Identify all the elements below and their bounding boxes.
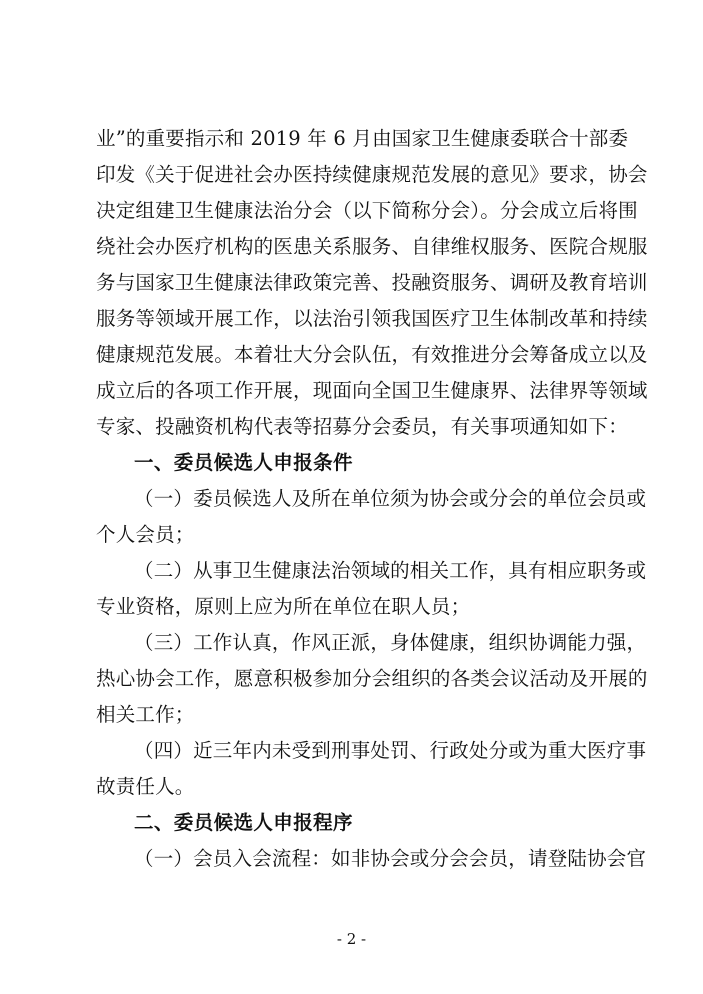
condition-1-line-1: （一）委员候选人及所在单位须为协会或分会的单位会员或 [134,487,647,510]
condition-3-line-2: 热心协会工作，愿意积极参加分会组织的各类会议活动及开展的 [96,667,648,690]
intro-line-1: 业”的重要指示和 2019 年 6 月由国家卫生健康委联合十部委 [96,127,629,150]
intro-line-8: 成立后的各项工作开展，现面向全国卫生健康界、法律界等领域 [96,379,648,402]
intro-line-7: 健康规范发展。本着壮大分会队伍，有效推进分会筹备成立以及 [96,343,648,366]
condition-3-line-3: 相关工作； [96,703,195,726]
condition-3-line-1: （三）工作认真，作风正派，身体健康，组织协调能力强， [134,631,647,654]
page-number: - 2 - [336,930,367,948]
intro-line-4: 绕社会办医疗机构的医患关系服务、自律维权服务、医院合规服 [96,235,648,258]
condition-1-line-2: 个人会员； [96,523,195,546]
section-heading-1: 一、委员候选人申报条件 [134,451,353,474]
intro-line-5: 务与国家卫生健康法律政策完善、投融资服务、调研及教育培训 [96,271,648,294]
condition-2-line-2: 专业资格，原则上应为所在单位在职人员； [96,595,471,618]
condition-2-line-1: （二）从事卫生健康法治领域的相关工作，具有相应职务或 [134,559,647,582]
condition-4-line-2: 故责任人。 [96,775,195,798]
intro-line-9: 专家、投融资机构代表等招募分会委员，有关事项通知如下： [96,415,628,438]
section-heading-2: 二、委员候选人申报程序 [134,811,353,834]
intro-line-2: 印发《关于促进社会办医持续健康规范发展的意见》要求，协会 [96,163,648,186]
intro-line-6: 服务等领域开展工作，以法治引领我国医疗卫生体制改革和持续 [96,307,648,330]
intro-line-3: 决定组建卫生健康法治分会（以下简称分会）。分会成立后将围 [96,199,638,222]
procedure-1-line-1: （一）会员入会流程：如非协会或分会会员，请登陆协会官 [134,847,647,870]
condition-4-line-1: （四）近三年内未受到刑事处罚、行政处分或为重大医疗事 [134,739,647,762]
